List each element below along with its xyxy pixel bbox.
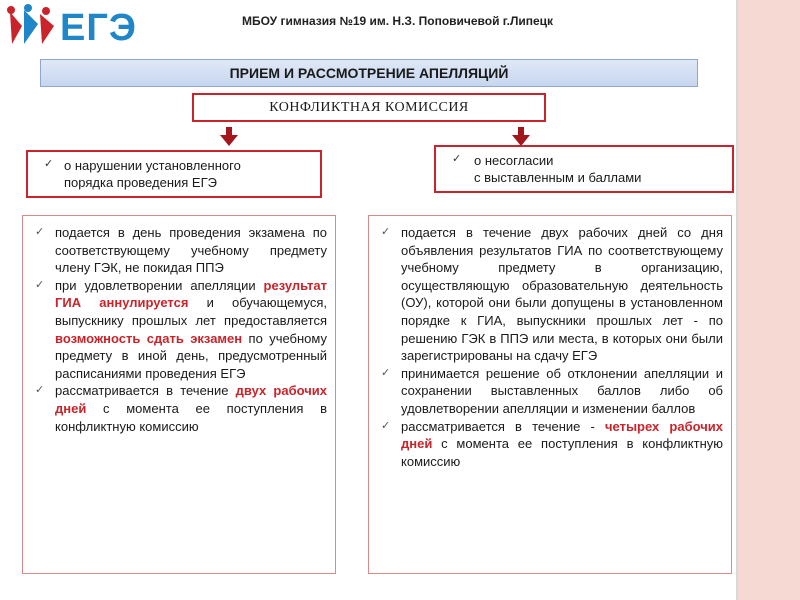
appeal-type-line: о нарушении установленного xyxy=(64,158,241,173)
list-item: ✓ подается в течение двух рабочих дней со дня объявления результатов ГИА по соответствующему учебному предмету в организацию, осуществляющую образовательную деятельность (ОУ), которой они были допущены в установленном порядке к ГИА, выпускники прошлых лет - по решению ГЭК в ППЭ или места, в которых они были зарегистрированы на сдачу ЕГЭ xyxy=(381,225,723,364)
highlight-text: возможность сдать экзамен xyxy=(55,330,243,346)
school-name: МБОУ гимназия №19 им. Н.З. Поповичевой г.Липецк xyxy=(242,14,554,28)
page-title: ПРИЕМ И РАССМОТРЕНИЕ АПЕЛЛЯЦИЙ xyxy=(40,59,698,87)
commission-title: КОНФЛИКТНАЯ КОМИССИЯ xyxy=(192,93,546,122)
check-bullet-icon: ✓ xyxy=(381,419,391,432)
list-item: ✓ рассматривается в течение двух рабочих дней с момента ее поступления в конфликтную комиссию xyxy=(35,383,327,434)
list-item: ✓ подается в день проведения экзамена по соответствующему учебному предмету члену ГЭК, не покидая ППЭ xyxy=(35,225,327,276)
check-bullet-icon: ✓ xyxy=(35,278,45,291)
appeal-type-line: порядка проведения ЕГЭ xyxy=(64,175,217,190)
appeal-type-disagreement xyxy=(434,145,734,193)
violation-details-panel xyxy=(22,215,336,574)
check-bullet-icon: ✓ xyxy=(44,158,54,170)
appeal-type-line: с выставленным и баллами xyxy=(474,170,642,185)
check-bullet-icon: ✓ xyxy=(35,384,45,397)
list-item: ✓ принимается решение об отклонении апелляции и сохранении выставленных баллов либо об удовлетворении апелляции и изменении баллов xyxy=(381,365,723,416)
decorative-stripe xyxy=(738,0,800,600)
logo-text: ЕГЭ xyxy=(60,7,137,49)
highlight-text: четырех рабочих дней xyxy=(401,418,723,452)
arrow-down-icon xyxy=(220,127,238,147)
decorative-divider xyxy=(736,0,738,600)
appeal-type-line: о несогласии xyxy=(474,153,554,168)
highlight-text: двух рабочих дней xyxy=(55,383,327,416)
highlight-text: результат ГИА аннулируется xyxy=(55,277,327,311)
people-icon xyxy=(4,4,60,52)
ege-logo xyxy=(4,4,144,52)
disagreement-details-panel xyxy=(368,215,732,574)
list-item: ✓ при удовлетворении апелляции результат ГИА аннулируется и обучающемуся, выпускнику прошлых лет предоставляется возможность сдать экзамен по учебному предмету в иной день, предусмотренный расписаниями проведения ЕГЭ xyxy=(35,277,327,381)
list-item: ✓ рассматривается в течение - четырех рабочих дней с момента ее поступления в конфликтную комиссию xyxy=(381,418,723,469)
check-bullet-icon: ✓ xyxy=(381,226,391,238)
check-bullet-icon: ✓ xyxy=(452,153,462,165)
check-bullet-icon: ✓ xyxy=(35,226,45,238)
appeal-type-violation xyxy=(26,150,322,198)
check-bullet-icon: ✓ xyxy=(381,366,391,379)
arrow-down-icon xyxy=(512,127,530,147)
